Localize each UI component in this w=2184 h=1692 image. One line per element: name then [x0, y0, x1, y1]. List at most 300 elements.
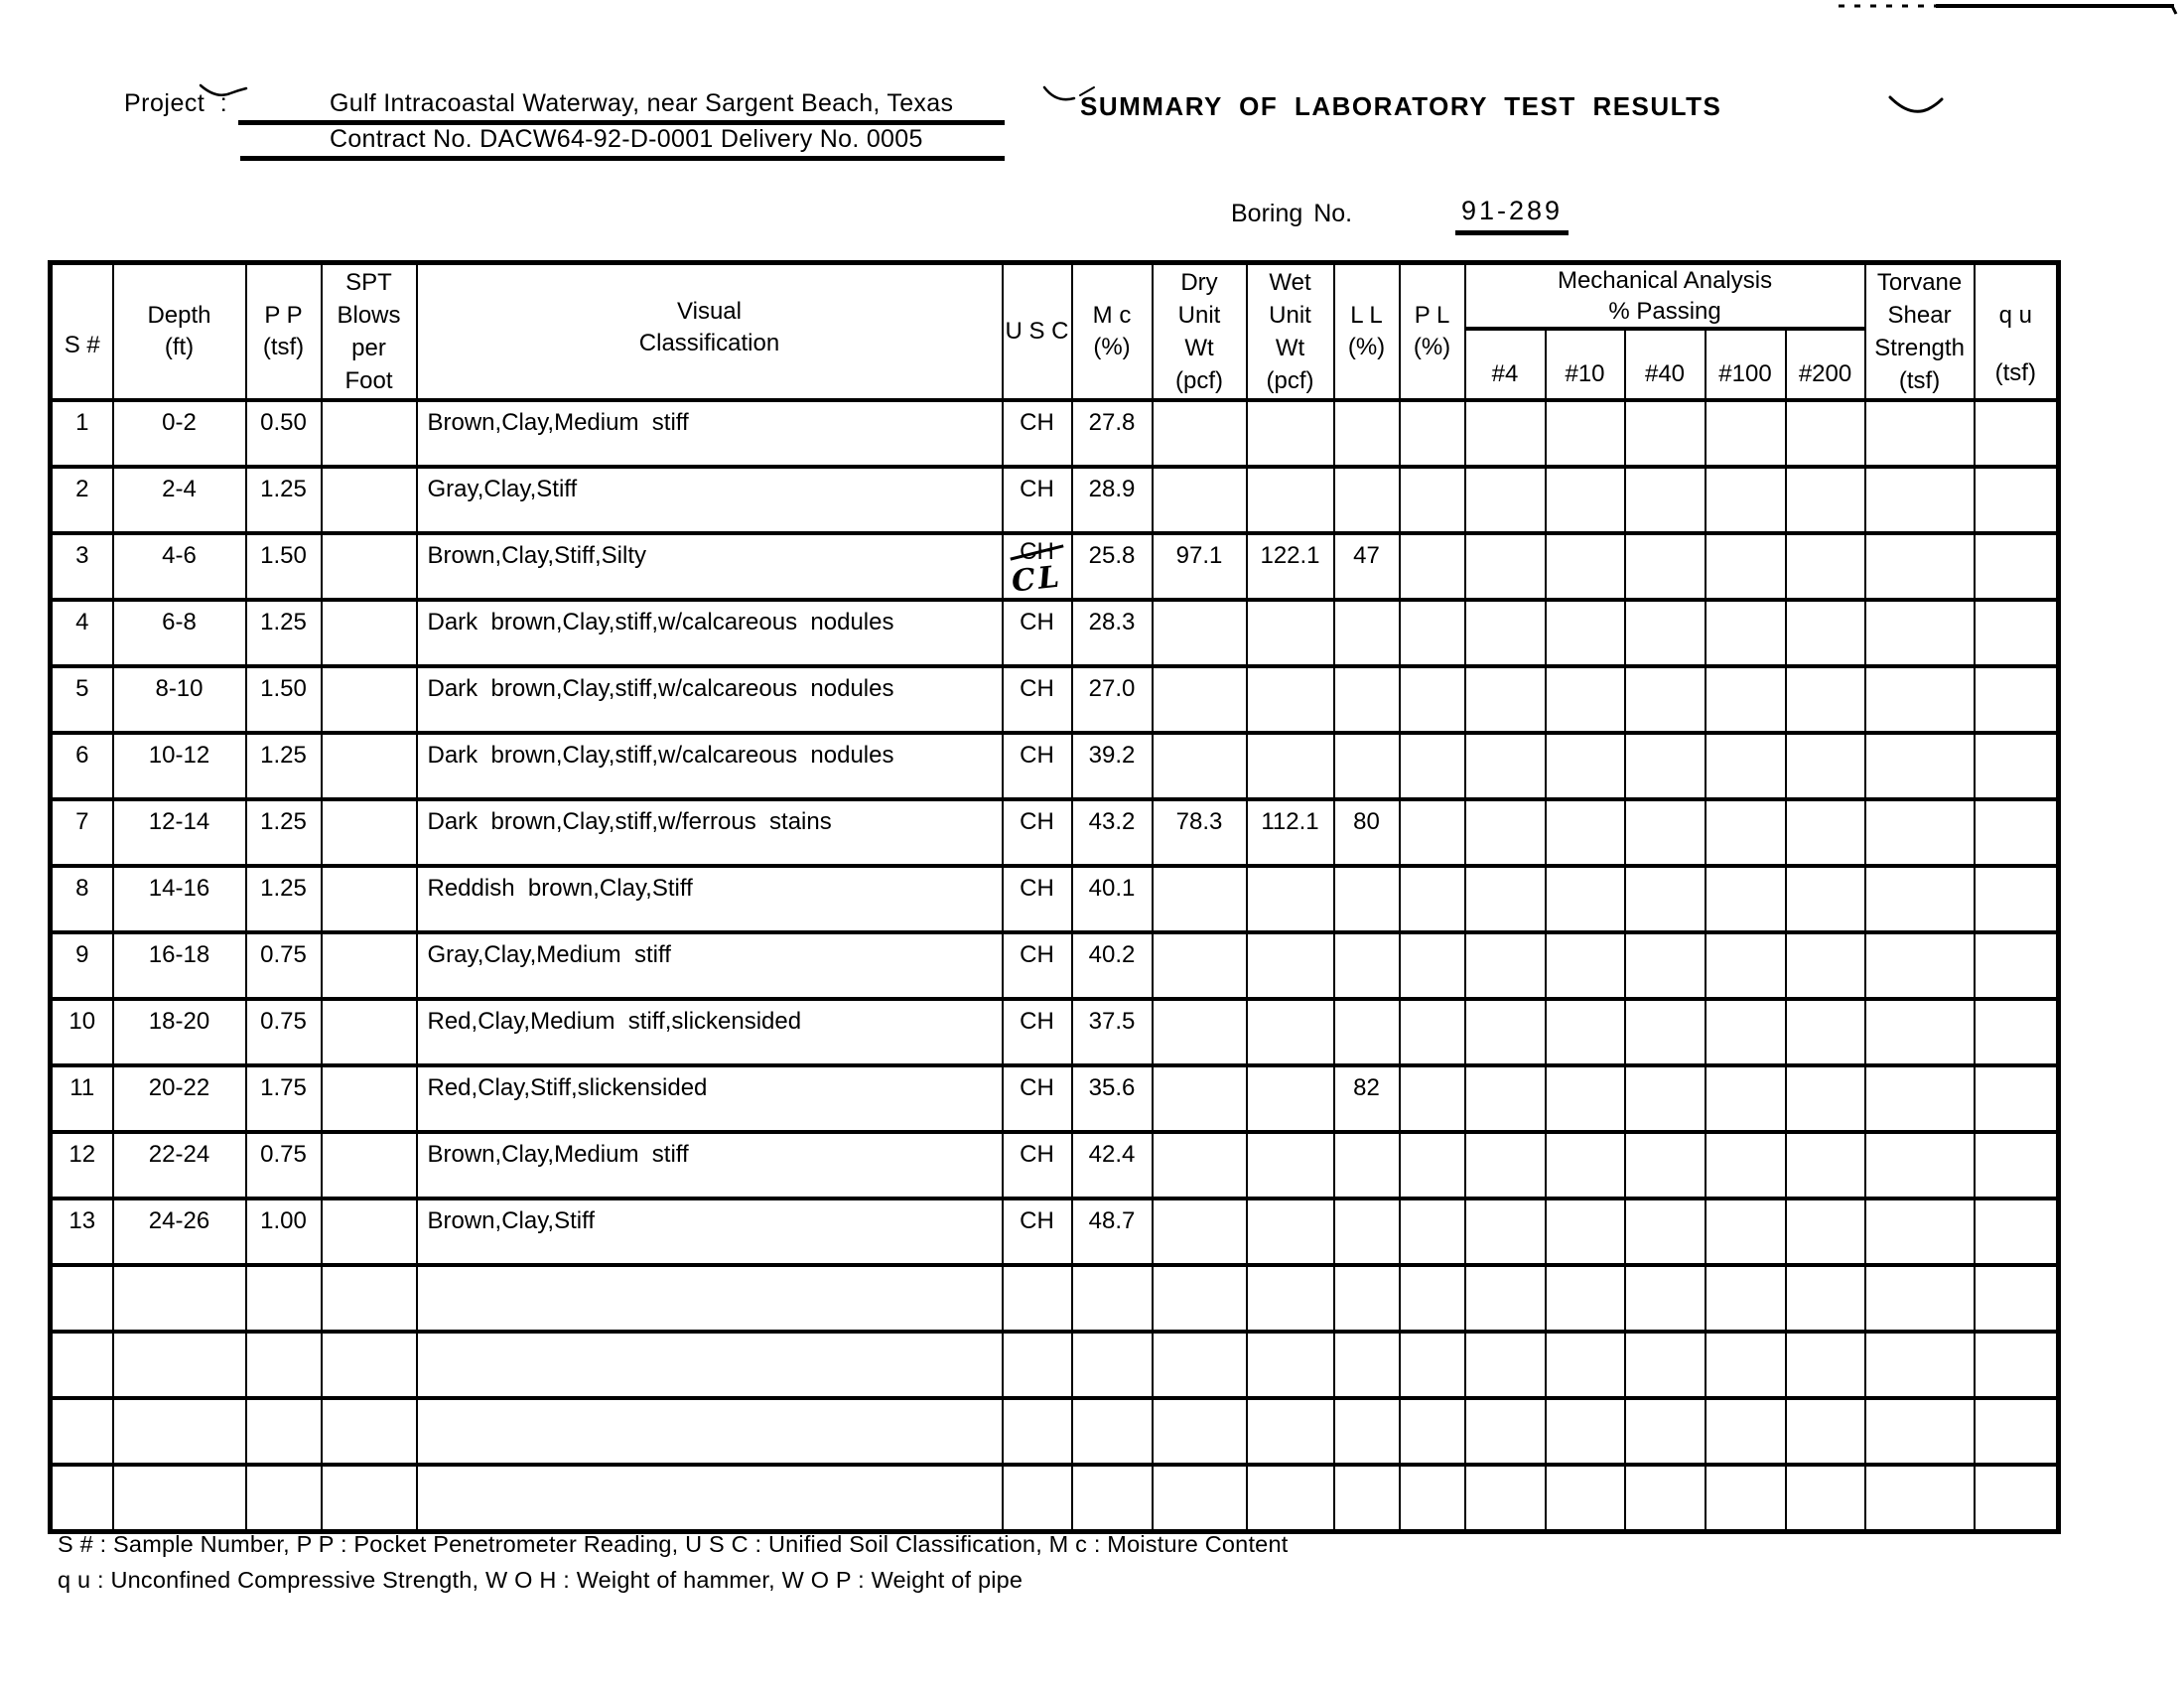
cell-pl [1400, 866, 1465, 932]
table-row [51, 866, 2059, 932]
cell-torvane [1865, 1132, 1975, 1198]
cell-p10 [1546, 533, 1625, 600]
cell-torvane [1865, 1332, 1975, 1398]
cell-p200 [1786, 1398, 1865, 1465]
project-label: Project : [124, 89, 228, 117]
cell-p4 [1465, 1332, 1546, 1398]
cell-spt [322, 400, 417, 467]
cell-p10 [1546, 400, 1625, 467]
cell-depth: 14-16 [113, 866, 246, 932]
cell-dry-wt [1153, 1465, 1247, 1531]
table-row-empty [51, 1265, 2059, 1332]
cell-qu [1975, 400, 2059, 467]
cell-dry-wt [1153, 866, 1247, 932]
cell-p100 [1706, 1265, 1786, 1332]
col-header-visual-classification: Visual Classification [417, 263, 1003, 401]
cell-p200 [1786, 1198, 1865, 1265]
contract-underline [240, 156, 1005, 161]
cell-p4 [1465, 1065, 1546, 1132]
cell-dry-wt [1153, 1198, 1247, 1265]
cell-p100 [1706, 1065, 1786, 1132]
cell-ll [1334, 1398, 1400, 1465]
cell-spt [322, 533, 417, 600]
cell-p100 [1706, 1198, 1786, 1265]
cell-visual: Brown,Clay,Stiff,Silty [417, 533, 1003, 600]
cell-p4 [1465, 467, 1546, 533]
cell-p4 [1465, 600, 1546, 666]
cell-p200 [1786, 600, 1865, 666]
cell-s [51, 1265, 113, 1332]
cell-p200 [1786, 533, 1865, 600]
cell-p10 [1546, 666, 1625, 733]
cell-p40 [1625, 799, 1706, 866]
col-header-torvane: Torvane Shear Strength (tsf) [1865, 263, 1975, 401]
cell-s: 6 [51, 733, 113, 799]
col-header-sieve-4: #4 [1465, 329, 1546, 400]
cell-pl [1400, 1465, 1465, 1531]
cell-ll [1334, 733, 1400, 799]
cell-p100 [1706, 400, 1786, 467]
cell-torvane [1865, 999, 1975, 1065]
cell-visual: Gray,Clay,Stiff [417, 467, 1003, 533]
cell-spt [322, 1332, 417, 1398]
cell-qu [1975, 866, 2059, 932]
cell-usc: CH [1003, 600, 1072, 666]
report-title: SUMMARY OF LABORATORY TEST RESULTS [1080, 91, 1722, 121]
col-header-pp: P P (tsf) [246, 263, 322, 401]
cell-p40 [1625, 467, 1706, 533]
cell-pp: 1.25 [246, 799, 322, 866]
cell-mc: 27.0 [1072, 666, 1153, 733]
cell-p10 [1546, 1065, 1625, 1132]
cell-p10 [1546, 1332, 1625, 1398]
cell-p40 [1625, 666, 1706, 733]
cell-s: 10 [51, 999, 113, 1065]
cell-p4 [1465, 799, 1546, 866]
cell-p200 [1786, 999, 1865, 1065]
cell-s [51, 1332, 113, 1398]
cell-p10 [1546, 1265, 1625, 1332]
cell-s: 2 [51, 467, 113, 533]
cell-dry-wt [1153, 600, 1247, 666]
cell-p200 [1786, 799, 1865, 866]
cell-qu [1975, 733, 2059, 799]
cell-visual: Brown,Clay,Medium stiff [417, 400, 1003, 467]
cell-s [51, 1398, 113, 1465]
cell-dry-wt [1153, 467, 1247, 533]
cell-dry-wt [1153, 1132, 1247, 1198]
cell-spt [322, 866, 417, 932]
cell-usc: CH [1003, 866, 1072, 932]
cell-depth: 16-18 [113, 932, 246, 999]
cell-depth: 0-2 [113, 400, 246, 467]
cell-pl [1400, 1398, 1465, 1465]
cell-pp: 1.50 [246, 666, 322, 733]
cell-p10 [1546, 866, 1625, 932]
cell-depth [113, 1265, 246, 1332]
col-header-sieve-40: #40 [1625, 329, 1706, 400]
cell-p40 [1625, 533, 1706, 600]
cell-dry-wt [1153, 733, 1247, 799]
cell-pp: 0.75 [246, 1132, 322, 1198]
cell-p4 [1465, 999, 1546, 1065]
cell-p4 [1465, 1465, 1546, 1531]
cell-p200 [1786, 1332, 1865, 1398]
cell-torvane [1865, 733, 1975, 799]
cell-ll: 80 [1334, 799, 1400, 866]
cell-mc: 42.4 [1072, 1132, 1153, 1198]
cell-p100 [1706, 866, 1786, 932]
table-row [51, 799, 2059, 866]
cell-pp: 1.25 [246, 600, 322, 666]
cell-visual: Reddish brown,Clay,Stiff [417, 866, 1003, 932]
cell-ll [1334, 1132, 1400, 1198]
cell-torvane [1865, 1065, 1975, 1132]
cell-ll [1334, 467, 1400, 533]
cell-pp [246, 1265, 322, 1332]
cell-torvane [1865, 1398, 1975, 1465]
cell-qu [1975, 666, 2059, 733]
cell-mc: 28.9 [1072, 467, 1153, 533]
cell-qu [1975, 999, 2059, 1065]
cell-pl [1400, 932, 1465, 999]
cell-mc: 48.7 [1072, 1198, 1153, 1265]
cell-p200 [1786, 1265, 1865, 1332]
table-row [51, 600, 2059, 666]
cell-pp: 1.25 [246, 467, 322, 533]
cell-p40 [1625, 1398, 1706, 1465]
cell-p40 [1625, 1198, 1706, 1265]
cell-p4 [1465, 733, 1546, 799]
cell-p10 [1546, 1398, 1625, 1465]
cell-visual: Dark brown,Clay,stiff,w/calcareous nodules [417, 733, 1003, 799]
cell-depth: 18-20 [113, 999, 246, 1065]
cell-wet-wt [1247, 999, 1334, 1065]
cell-spt [322, 733, 417, 799]
cell-pl [1400, 799, 1465, 866]
cell-wet-wt: 112.1 [1247, 799, 1334, 866]
cell-pp [246, 1398, 322, 1465]
cell-visual: Red,Clay,Medium stiff,slickensided [417, 999, 1003, 1065]
cell-qu [1975, 1198, 2059, 1265]
cell-s [51, 1465, 113, 1531]
cell-p4 [1465, 1132, 1546, 1198]
cell-p200 [1786, 932, 1865, 999]
cell-p100 [1706, 999, 1786, 1065]
cell-qu [1975, 600, 2059, 666]
cell-wet-wt [1247, 1465, 1334, 1531]
cell-usc: CH [1003, 733, 1072, 799]
cell-qu [1975, 1132, 2059, 1198]
cell-wet-wt: 122.1 [1247, 533, 1334, 600]
cell-torvane [1865, 533, 1975, 600]
cell-depth [113, 1465, 246, 1531]
cell-visual [417, 1398, 1003, 1465]
cell-wet-wt [1247, 733, 1334, 799]
boring-number-label: Boring No. [1231, 200, 1353, 227]
cell-spt [322, 1132, 417, 1198]
scan-line-top-right [1837, 0, 2184, 16]
cell-p10 [1546, 1465, 1625, 1531]
cell-depth: 8-10 [113, 666, 246, 733]
table-row [51, 533, 2059, 600]
cell-dry-wt [1153, 1398, 1247, 1465]
cell-p200 [1786, 467, 1865, 533]
cell-usc [1003, 1332, 1072, 1398]
cell-p4 [1465, 1198, 1546, 1265]
cell-ll [1334, 1198, 1400, 1265]
cell-pp: 0.50 [246, 400, 322, 467]
usc-handwritten-correction: CL [1010, 559, 1064, 600]
cell-p100 [1706, 666, 1786, 733]
cell-torvane [1865, 799, 1975, 866]
cell-dry-wt [1153, 400, 1247, 467]
cell-ll: 82 [1334, 1065, 1400, 1132]
cell-mc: 43.2 [1072, 799, 1153, 866]
cell-p100 [1706, 1332, 1786, 1398]
table-row [51, 733, 2059, 799]
cell-mc [1072, 1332, 1153, 1398]
table-row [51, 400, 2059, 467]
cell-p40 [1625, 1065, 1706, 1132]
cell-depth: 6-8 [113, 600, 246, 666]
cell-torvane [1865, 600, 1975, 666]
cell-p100 [1706, 533, 1786, 600]
cell-torvane [1865, 467, 1975, 533]
cell-p200 [1786, 733, 1865, 799]
cell-pl [1400, 467, 1465, 533]
cell-depth: 2-4 [113, 467, 246, 533]
cell-p100 [1706, 733, 1786, 799]
cell-s: 11 [51, 1065, 113, 1132]
footnote-abbreviations-1: S # : Sample Number, P P : Pocket Penetrometer Reading, U S C : Unified Soil Classification, M c : Moisture Content [58, 1531, 1289, 1557]
cell-pl [1400, 1332, 1465, 1398]
cell-pp: 1.00 [246, 1198, 322, 1265]
cell-depth [113, 1398, 246, 1465]
cell-dry-wt: 78.3 [1153, 799, 1247, 866]
cell-qu [1975, 1465, 2059, 1531]
cell-mc: 39.2 [1072, 733, 1153, 799]
cell-visual: Dark brown,Clay,stiff,w/calcareous nodules [417, 666, 1003, 733]
cell-spt [322, 1265, 417, 1332]
cell-ll [1334, 999, 1400, 1065]
cell-p4 [1465, 866, 1546, 932]
cell-pl [1400, 733, 1465, 799]
cell-spt [322, 666, 417, 733]
cell-usc [1003, 533, 1072, 600]
cell-s: 5 [51, 666, 113, 733]
cell-p40 [1625, 1265, 1706, 1332]
cell-depth: 20-22 [113, 1065, 246, 1132]
cell-p100 [1706, 1132, 1786, 1198]
cell-pp: 1.75 [246, 1065, 322, 1132]
cell-p200 [1786, 1065, 1865, 1132]
cell-pl [1400, 400, 1465, 467]
cell-p10 [1546, 600, 1625, 666]
cell-wet-wt [1247, 1198, 1334, 1265]
cell-usc [1003, 1398, 1072, 1465]
cell-wet-wt [1247, 1332, 1334, 1398]
cell-pl [1400, 1132, 1465, 1198]
col-header-pl: P L (%) [1400, 263, 1465, 401]
cell-visual: Brown,Clay,Stiff [417, 1198, 1003, 1265]
cell-wet-wt [1247, 1065, 1334, 1132]
table-header [51, 263, 2059, 401]
cell-usc: CH [1003, 1065, 1072, 1132]
cell-mc: 25.8 [1072, 533, 1153, 600]
cell-p10 [1546, 1198, 1625, 1265]
cell-p40 [1625, 866, 1706, 932]
cell-torvane [1865, 932, 1975, 999]
cell-mc: 40.2 [1072, 932, 1153, 999]
cell-wet-wt [1247, 600, 1334, 666]
col-header-sieve-200: #200 [1786, 329, 1865, 400]
cell-p200 [1786, 866, 1865, 932]
cell-pp: 1.50 [246, 533, 322, 600]
cell-usc: CH [1003, 1198, 1072, 1265]
cell-visual [417, 1465, 1003, 1531]
cell-p40 [1625, 733, 1706, 799]
cell-spt [322, 1465, 417, 1531]
cell-p200 [1786, 1465, 1865, 1531]
cell-depth: 10-12 [113, 733, 246, 799]
cell-wet-wt [1247, 467, 1334, 533]
cell-usc: CH [1003, 932, 1072, 999]
cell-ll [1334, 400, 1400, 467]
col-header-sample-number: S # [51, 263, 113, 401]
cell-mc: 27.8 [1072, 400, 1153, 467]
cell-usc: CH [1003, 999, 1072, 1065]
cell-qu [1975, 1398, 2059, 1465]
cell-ll [1334, 1265, 1400, 1332]
cell-spt [322, 932, 417, 999]
cell-pp: 0.75 [246, 999, 322, 1065]
cell-wet-wt [1247, 400, 1334, 467]
cell-dry-wt [1153, 1065, 1247, 1132]
usc-struck-value: CH [1020, 538, 1054, 565]
table-row [51, 1198, 2059, 1265]
cell-s: 1 [51, 400, 113, 467]
footnote-abbreviations-2: q u : Unconfined Compressive Strength, W O H : Weight of hammer, W O P : Weight of pipe [58, 1567, 1024, 1593]
cell-p4 [1465, 932, 1546, 999]
cell-p100 [1706, 467, 1786, 533]
cell-torvane [1865, 400, 1975, 467]
cell-spt [322, 999, 417, 1065]
cell-p40 [1625, 600, 1706, 666]
col-group-mechanical-analysis: Mechanical Analysis % Passing [1465, 263, 1865, 330]
cell-torvane [1865, 1465, 1975, 1531]
cell-p10 [1546, 467, 1625, 533]
cell-s: 7 [51, 799, 113, 866]
cell-p200 [1786, 666, 1865, 733]
table-row [51, 999, 2059, 1065]
cell-ll [1334, 600, 1400, 666]
cell-ll [1334, 666, 1400, 733]
scan-squiggle-right [1884, 89, 1954, 121]
cell-depth: 22-24 [113, 1132, 246, 1198]
cell-p10 [1546, 932, 1625, 999]
cell-wet-wt [1247, 1398, 1334, 1465]
cell-mc: 35.6 [1072, 1065, 1153, 1132]
cell-usc: CH [1003, 666, 1072, 733]
cell-pp [246, 1465, 322, 1531]
table-row-empty [51, 1465, 2059, 1531]
cell-usc [1003, 1465, 1072, 1531]
cell-spt [322, 600, 417, 666]
cell-p4 [1465, 1398, 1546, 1465]
cell-mc [1072, 1398, 1153, 1465]
summary-table [48, 260, 2061, 1534]
cell-p40 [1625, 932, 1706, 999]
project-name: Gulf Intracoastal Waterway, near Sargent Beach, Texas [330, 89, 954, 117]
cell-wet-wt [1247, 866, 1334, 932]
cell-mc: 40.1 [1072, 866, 1153, 932]
cell-p200 [1786, 1132, 1865, 1198]
cell-dry-wt [1153, 999, 1247, 1065]
cell-pl [1400, 1198, 1465, 1265]
cell-p100 [1706, 1465, 1786, 1531]
cell-mc [1072, 1465, 1153, 1531]
cell-mc [1072, 1265, 1153, 1332]
col-header-qu: q u (tsf) [1975, 263, 2059, 401]
cell-qu [1975, 467, 2059, 533]
cell-usc: CH [1003, 467, 1072, 533]
cell-qu [1975, 1265, 2059, 1332]
cell-wet-wt [1247, 932, 1334, 999]
cell-dry-wt [1153, 1265, 1247, 1332]
cell-s: 4 [51, 600, 113, 666]
cell-ll [1334, 1465, 1400, 1531]
cell-pp: 1.25 [246, 866, 322, 932]
cell-p4 [1465, 400, 1546, 467]
cell-pp: 0.75 [246, 932, 322, 999]
cell-s: 9 [51, 932, 113, 999]
cell-pl [1400, 999, 1465, 1065]
cell-visual: Gray,Clay,Medium stiff [417, 932, 1003, 999]
cell-visual: Dark brown,Clay,stiff,w/calcareous nodules [417, 600, 1003, 666]
cell-p40 [1625, 1132, 1706, 1198]
cell-p40 [1625, 400, 1706, 467]
col-header-sieve-100: #100 [1706, 329, 1786, 400]
cell-visual: Brown,Clay,Medium stiff [417, 1132, 1003, 1198]
cell-p100 [1706, 1398, 1786, 1465]
cell-dry-wt [1153, 1332, 1247, 1398]
cell-pl [1400, 1265, 1465, 1332]
cell-p10 [1546, 999, 1625, 1065]
cell-pl [1400, 533, 1465, 600]
table-body [51, 400, 2059, 1531]
cell-depth: 4-6 [113, 533, 246, 600]
table-row-empty [51, 1398, 2059, 1465]
cell-p40 [1625, 1332, 1706, 1398]
cell-p40 [1625, 1465, 1706, 1531]
col-header-spt: SPT Blows per Foot [322, 263, 417, 401]
cell-usc [1003, 1265, 1072, 1332]
cell-p10 [1546, 799, 1625, 866]
cell-p10 [1546, 733, 1625, 799]
cell-torvane [1865, 1198, 1975, 1265]
cell-p200 [1786, 400, 1865, 467]
col-header-dry-unit-wt: Dry Unit Wt (pcf) [1153, 263, 1247, 401]
contract-line: Contract No. DACW64-92-D-0001 Delivery No. 0005 [330, 125, 923, 153]
boring-number-value: 91-289 [1455, 196, 1569, 235]
cell-dry-wt [1153, 932, 1247, 999]
cell-qu [1975, 533, 2059, 600]
cell-mc: 37.5 [1072, 999, 1153, 1065]
cell-spt [322, 467, 417, 533]
cell-ll [1334, 1332, 1400, 1398]
cell-p100 [1706, 600, 1786, 666]
